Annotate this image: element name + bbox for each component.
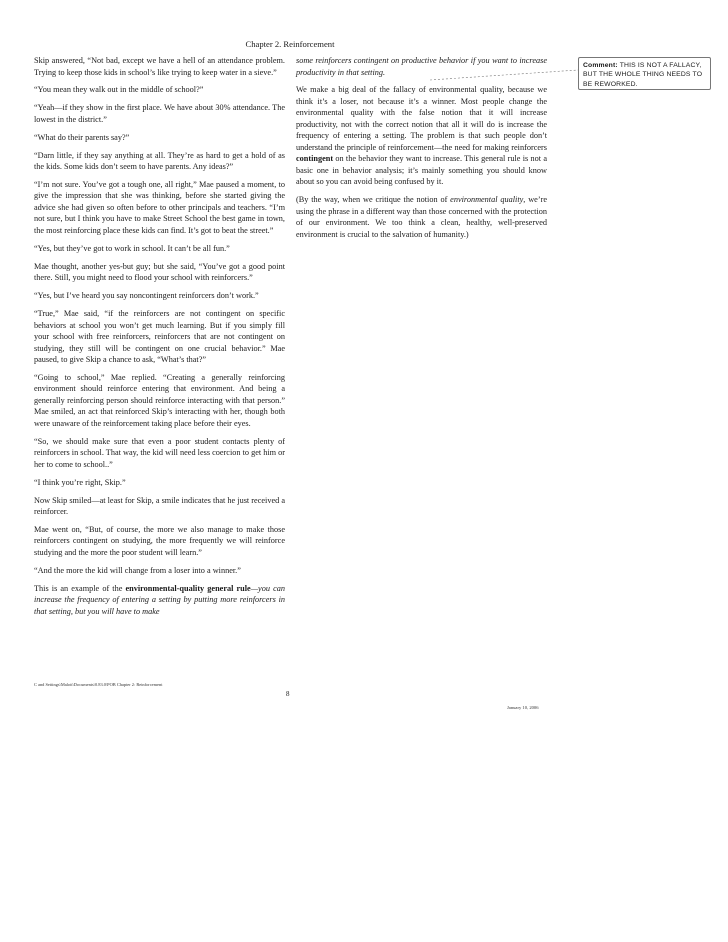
footer-date: January 10, 2006 (507, 705, 539, 710)
review-comment[interactable] (578, 57, 711, 90)
running-header: Chapter 2. Reinforcement (245, 39, 335, 49)
paragraph: “I’m not sure. You’ve got a tough one, all right,” Mae paused a moment, to give the impression that she was thinking, before she started giving the advice she had given so often before to other principals and teachers. “I’m not sure, but I think you have to make Street School the best game in town, the most reinforcing place these kids can find. It’s got to beat the street.” (34, 179, 285, 235)
rule-continuation-text: some reinforcers contingent on productive behavior if you want to increase productivity in that setting. (296, 56, 547, 77)
paragraph: “Darn little, if they say anything at all. They’re as hard to get a hold of as the kids. Some kids don’t seem to have parents. Any ideas?” (34, 150, 285, 172)
paragraph: Skip answered, “Not bad, except we have a hell of an attendance problem. Trying to keep those kids in school’s like trying to keep water in a sieve.” (34, 56, 285, 77)
footer-file-path: C and Settings\Malott\Documents\0.83.0\POB Chapter 2: Reinforcement (34, 682, 163, 687)
right-column (296, 55, 547, 247)
paragraph: Mae went on, “But, of course, the more we also manage to make those reinforcers contingent on studying, the more frequently we will reinforce studying and the more the poor student will learn.” (34, 524, 285, 557)
text-run: on the behavior they want to increase. This general rule is not a basic one in behavior analysis; it’s mainly something you should know about so you can avoid being confused by it. (296, 154, 547, 187)
text-run: , we’re using the phrase in a different way than those concerned with the protection of our environment. We too think a clean, healthy, well-preserved environment is crucial to the salvation of humanity.) (296, 195, 547, 239)
paragraph: “What do their parents say?” (34, 132, 130, 142)
text-run: We make a big deal of the fallacy of environmental quality, because we think it’s a loser, not because it’s a winner. Most people change the environmental quality with the false notion that it will increase productivity, not with the correct notion that all it will do is increase the frequency of entering a setting. The problem is that such people don’t understand the principle of reinforcement—the need for making reinforcers (296, 85, 547, 152)
paragraph: “Yes, but they’ve got to work in school. It can’t be all fun.” (34, 243, 230, 253)
paragraph: “You mean they walk out in the middle of school?” (34, 85, 204, 95)
environmental-quality-term: environmental quality (450, 195, 524, 205)
rule-paragraph (34, 583, 285, 618)
comment-label: Comment: (583, 62, 618, 69)
paragraph: “I think you’re right, Skip.” (34, 477, 126, 487)
paragraph: “And the more the kid will change from a loser into a winner.” (34, 565, 241, 575)
contingent-term: contingent (296, 154, 334, 164)
paragraph: “So, we should make sure that even a poor student contacts plenty of reinforcers in school. That way, the kid will need less coercion to get him or her to come to school..” (34, 436, 285, 469)
text-run: (By the way, when we critique the notion of (296, 195, 448, 205)
rule-lead: This is an example of the (34, 583, 123, 593)
page-number: 8 (286, 690, 290, 698)
paragraph: “Yes, but I’ve heard you say noncontingent reinforcers don’t work.” (34, 291, 259, 301)
paragraph (296, 84, 547, 188)
left-column (34, 55, 285, 624)
paragraph (296, 194, 547, 240)
comment-text: THIS IS NOT A FALLACY, BUT THE WHOLE THING NEEDS TO BE REWORKED. (583, 62, 703, 88)
paragraph: “Yeah—if they show in the first place. We have about 30% attendance. The lowest in the district.” (34, 103, 285, 124)
rule-continuation (296, 55, 547, 78)
paragraph: Mae thought, another yes-but guy; but she said, “You’ve got a good point there. Still, you might need to flood your school with reinforcers.” (34, 261, 285, 283)
paragraph: Now Skip smiled—at least for Skip, a smile indicates that he just received a reinforcer. (34, 495, 285, 517)
rule-term: environmental-quality general rule (125, 583, 251, 593)
rule-statement: —you can increase the frequency of entering a setting by putting more reinforcers in that setting, but you will have to make (34, 583, 285, 616)
paragraph: “True,” Mae said, “if the reinforcers are not contingent on specific behaviors at school you won’t get much learning. But if you simply fill your school with free reinforcers, reinforcers that are not contingent on studying, they still will be contingent on one crucial behavior.” Mae paused, to give Skip a chance to ask, “What’s that?” (34, 309, 285, 365)
paragraph: “Going to school,” Mae replied. “Creating a generally reinforcing environment should reinforce entering that environment. And being a generally reinforcing person should reinforce interacting with that person.” Mae smiled, an act that reinforced Skip’s interacting with her, though both were unaware of the reinforcement taking place before their eyes. (34, 372, 285, 428)
